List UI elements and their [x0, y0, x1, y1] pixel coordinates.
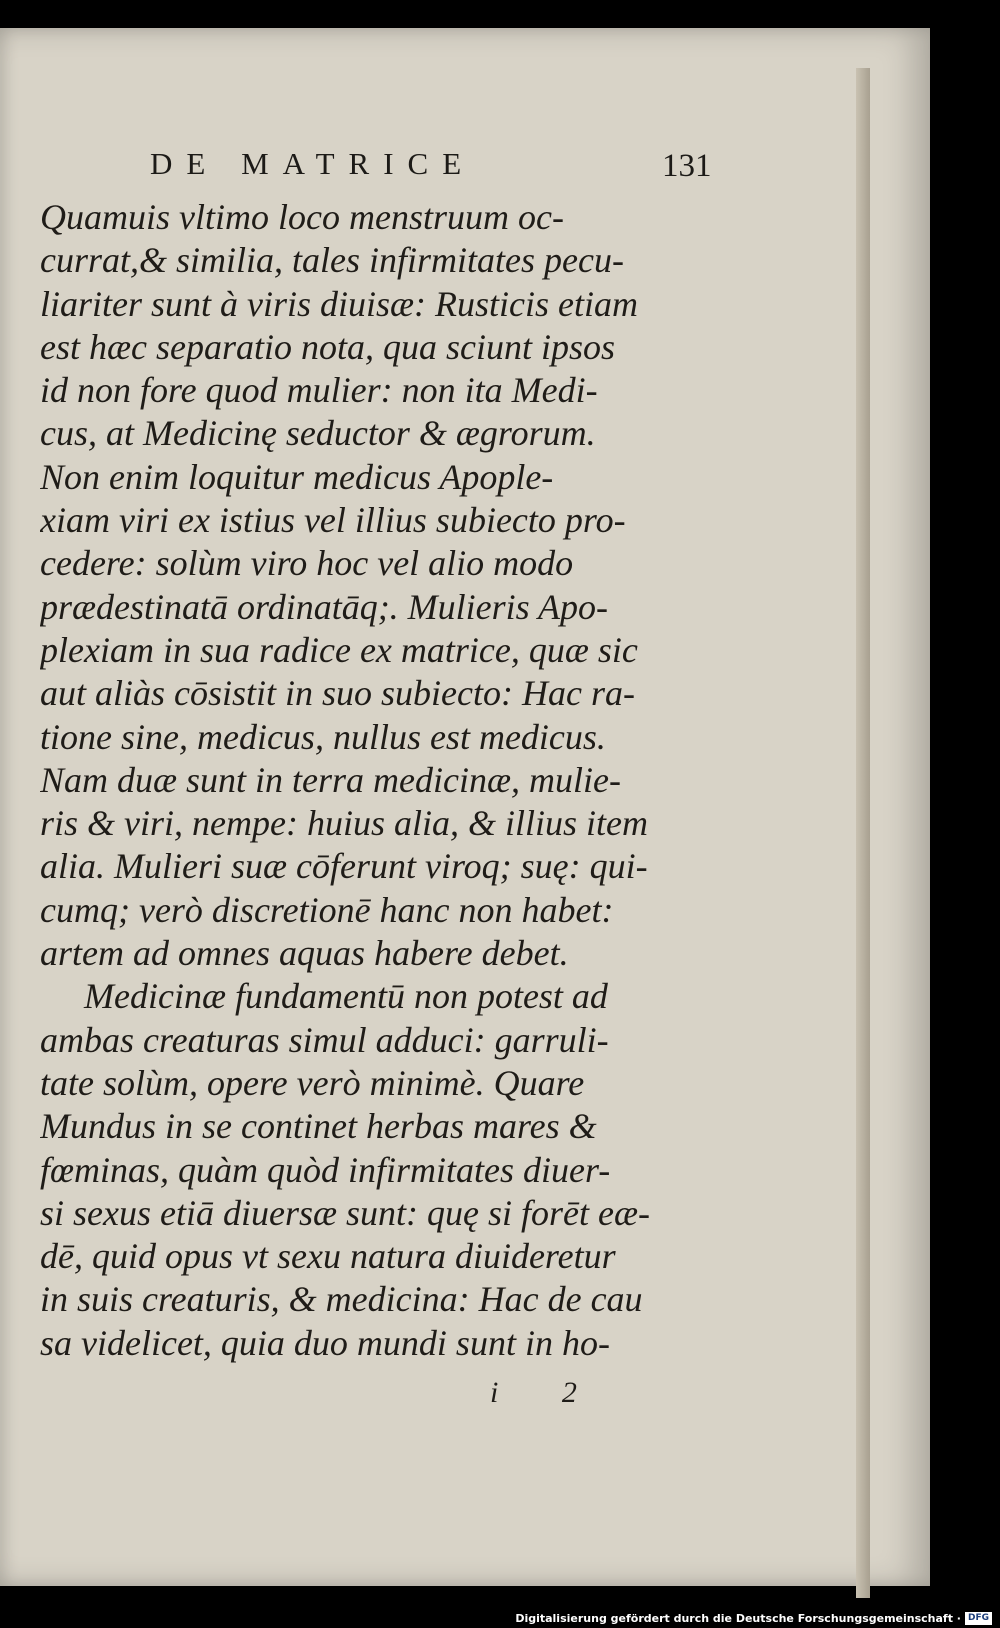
text-line: fœminas, quàm quòd infirmitates diuer-: [40, 1149, 611, 1190]
body-text: [40, 196, 705, 1365]
text-line: cus, at Medicinę seductor & ægrorum.: [40, 413, 596, 454]
running-head: DE MATRICE: [150, 146, 476, 181]
text-line: Mundus in se continet herbas mares &: [40, 1106, 597, 1147]
text-line: in suis creaturis, & medicina: Hac de cau: [40, 1279, 643, 1320]
text-line: est hæc separatio nota, qua sciunt ipsos: [40, 326, 615, 367]
book-page: [0, 28, 930, 1586]
footer-bar: [0, 1606, 1000, 1628]
page-edge: [856, 68, 870, 1598]
dfg-logo: DFG: [965, 1612, 992, 1625]
digitization-credit: [515, 1612, 992, 1625]
text-line: ambas creaturas simul adduci: garruli-: [40, 1019, 609, 1060]
text-line: liariter sunt à viris diuisæ: Rusticis etiam: [40, 283, 639, 324]
text-line: Medicinæ fundamentū non potest ad: [84, 976, 608, 1017]
text-line: cedere: solùm viro hoc vel alio modo: [40, 543, 574, 584]
text-line: Quamuis vltimo loco menstruum oc-: [40, 197, 564, 237]
text-line: cumq; verò discretionē hanc non habet:: [40, 889, 614, 930]
text-line: prædestinatā ordinatāq;. Mulieris Apo-: [40, 586, 609, 627]
text-line: id non fore quod mulier: non ita Medi-: [40, 370, 598, 411]
text-line: tione sine, medicus, nullus est medicus.: [40, 716, 606, 757]
text-line: xiam viri ex istius vel illius subiecto pro-: [40, 500, 626, 541]
text-line: currat,& similia, tales infirmitates pecu-: [40, 240, 624, 281]
text-line: aut aliàs cōsistit in suo subiecto: Hac ra-: [40, 673, 635, 714]
credit-text: Digitalisierung gefördert durch die Deutsche Forschungsgemeinschaft ·: [515, 1612, 961, 1625]
text-line: tate solùm, opere verò minimè. Quare: [40, 1062, 585, 1103]
text-line: sa videlicet, quia duo mundi sunt in ho-: [40, 1322, 610, 1363]
page-number: 131: [662, 148, 712, 184]
text-line: si sexus etiā diuersæ sunt: quę si forēt eæ-: [40, 1192, 650, 1233]
text-line: artem ad omnes aquas habere debet.: [40, 933, 569, 974]
text-line: ris & viri, nempe: huius alia, & illius item: [40, 803, 648, 844]
text-line: plexiam in sua radice ex matrice, quæ sic: [40, 629, 638, 670]
text-line: Nam duæ sunt in terra medicinæ, mulie-: [40, 759, 621, 800]
text-line: Non enim loquitur medicus Apople-: [40, 456, 554, 497]
signature-mark: i 2: [490, 1376, 605, 1409]
text-line: dē, quid opus vt sexu natura diuideretur: [40, 1236, 616, 1277]
text-line: alia. Mulieri suæ cōferunt viroq; suę: qui-: [40, 846, 648, 887]
